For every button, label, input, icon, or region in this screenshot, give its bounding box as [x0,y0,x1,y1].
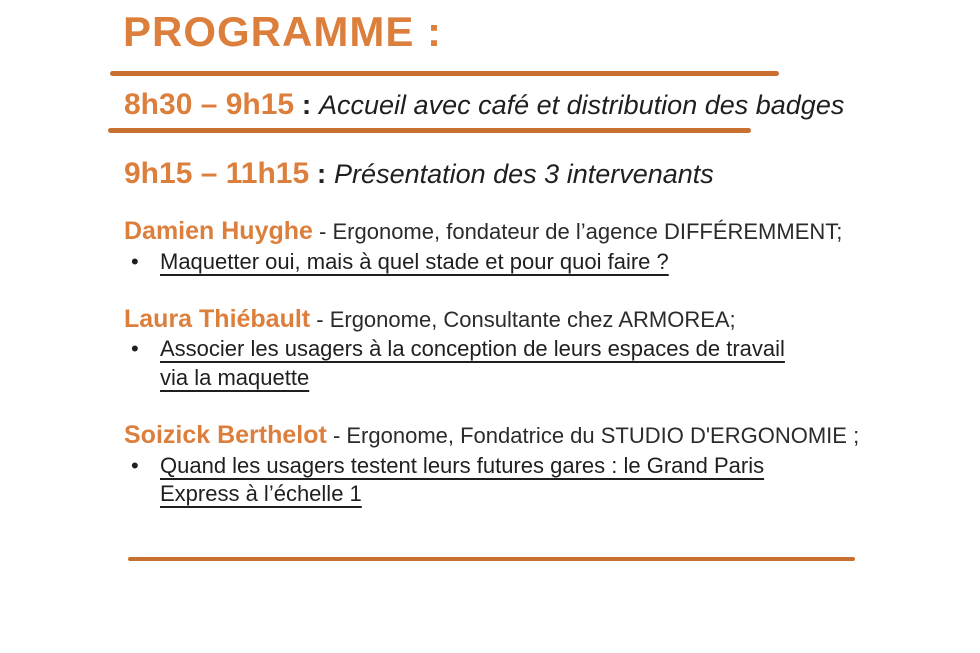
talk-item [131,336,785,362]
schedule-row-accueil [124,88,844,122]
bullet-icon: • [131,249,139,274]
speaker-role: - Ergonome, Consultante chez ARMOREA; [310,307,736,332]
divider-bottom [128,557,855,561]
talk-title-line-1: Associer les usagers à la conception de leurs espaces de travail [160,336,785,361]
talk-item-continuation [160,365,309,391]
talk-title-line-2: Express à l’échelle 1 [160,481,362,506]
divider-middle [108,128,751,133]
schedule-time: 8h30 – 9h15 [124,88,295,121]
talk-title: Maquetter oui, mais à quel stade et pour quoi faire ? [160,249,669,274]
speaker-name: Soizick Berthelot [124,421,327,449]
divider-top [110,71,779,76]
speaker-header-damien-huyghe [124,217,842,246]
talk-title-line-1: Quand les usagers testent leurs futures gares : le Grand Paris [160,453,765,478]
page-title: PROGRAMME : [123,8,442,55]
talk-item [131,249,669,275]
talk-item [131,453,764,479]
speaker-name: Damien Huyghe [124,217,313,245]
schedule-row-presentation [124,157,714,191]
talk-item-continuation [160,481,362,507]
schedule-colon: : [309,158,335,189]
bullet-icon: • [131,336,139,361]
talk-title-line-2: via la maquette [160,365,310,390]
speaker-header-laura-thiebault [124,305,736,334]
schedule-description: Présentation des 3 intervenants [334,159,714,189]
schedule-time: 9h15 – 11h15 [124,157,310,190]
bullet-icon: • [131,453,139,478]
speaker-role: - Ergonome, fondateur de l’agence DIFFÉREMMENT; [312,219,843,244]
schedule-colon: : [294,89,320,120]
speaker-header-soizick-berthelot [124,421,859,450]
schedule-description: Accueil avec café et distribution des badges [319,90,845,120]
speaker-role: - Ergonome, Fondatrice du STUDIO D'ERGONOMIE ; [326,423,860,448]
speaker-name: Laura Thiébault [124,305,311,333]
